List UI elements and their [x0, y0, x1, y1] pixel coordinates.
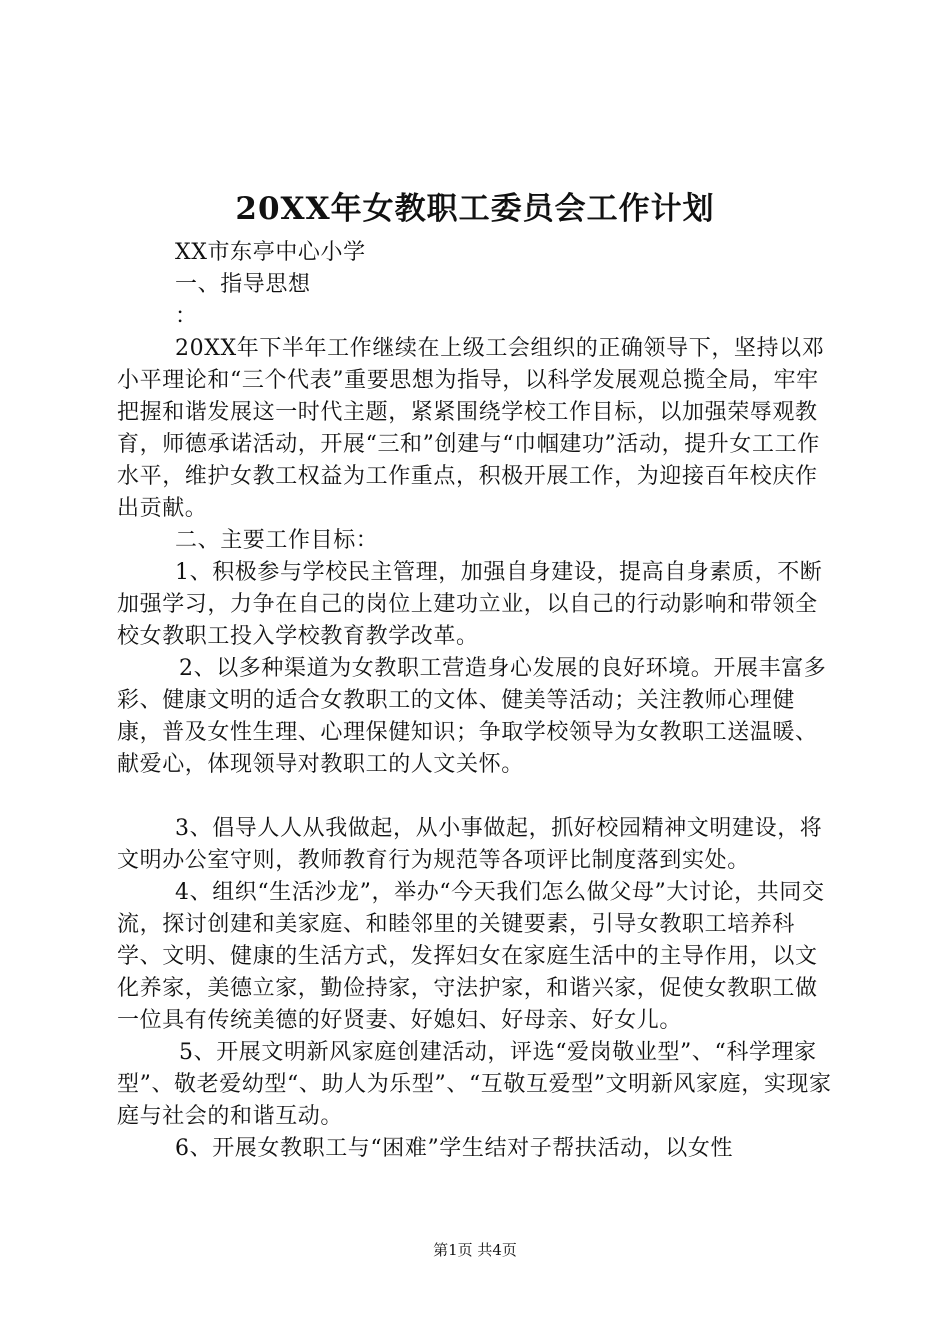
document-title: 20XX年女教职工委员会工作计划: [235, 191, 715, 227]
school-name: XX市东亭中心小学: [175, 240, 366, 265]
goal-item-5: 5、开展文明新风家庭创建活动，评选“爱岗敬业型”、“科学理家型”、敬老爱幼型“、助人为乐型”、“互敬互爱型”文明新风家庭，实现家庭与社会的和谐互动。: [117, 1040, 832, 1129]
paragraph-gap: [117, 781, 837, 813]
section-heading-guiding-thought: 一、指导思想: [175, 272, 311, 297]
section-heading-main-goals: 二、主要工作目标：: [175, 528, 379, 553]
paragraph-guiding-thought: 20XX年下半年工作继续在上级工会组织的正确领导下，坚持以邓小平理论和“三个代表”重要思想为指导，以科学发展观总揽全局，牢牢把握和谐发展这一时代主题，紧紧围绕学校工作目标，以加强荣辱观教育，师德承诺活动，开展“三和”创建与“巾帼建功”活动，提升女工工作水平，维护女教工权益为工作重点，积极开展工作，为迎接百年校庆作出贡献。: [117, 336, 825, 521]
goal-item-6: 6、开展女教职工与“困难”学生结对子帮扶活动，以女性: [175, 1136, 734, 1161]
goal-item-2: 2、以多种渠道为女教职工营造身心发展的良好环境。开展丰富多彩、健康文明的适合女教职工的文体、健美等活动；关注教师心理健康，普及女性生理、心理保健知识；争取学校领导为女教职工送温暖、献爱心，体现领导对教职工的人文关怀。: [117, 656, 827, 777]
page-footer: 第1页 共4页: [433, 1241, 517, 1259]
document-body: [117, 237, 837, 1165]
goal-item-4: 4、组织“生活沙龙”，举办“今天我们怎么做父母”大讨论，共同交流，探讨创建和美家庭、和睦邻里的关键要素，引导女教职工培养科学、文明、健康的生活方式，发挥妇女在家庭生活中的主导作用，以文化养家，美德立家，勤俭持家，守法护家，和谐兴家，促使女教职工做一位具有传统美德的好贤妻、好媳妇、好母亲、好女儿。: [117, 880, 825, 1033]
colon-line: ：: [175, 304, 198, 329]
goal-item-3: 3、倡导人人从我做起，从小事做起，抓好校园精神文明建设，将文明办公室守则，教师教育行为规范等各项评比制度落到实处。: [117, 816, 823, 873]
goal-item-1: 1、积极参与学校民主管理，加强自身建设，提高自身素质，不断加强学习，力争在自己的岗位上建功立业，以自己的行动影响和带领全校女教职工投入学校教育教学改革。: [117, 560, 823, 649]
